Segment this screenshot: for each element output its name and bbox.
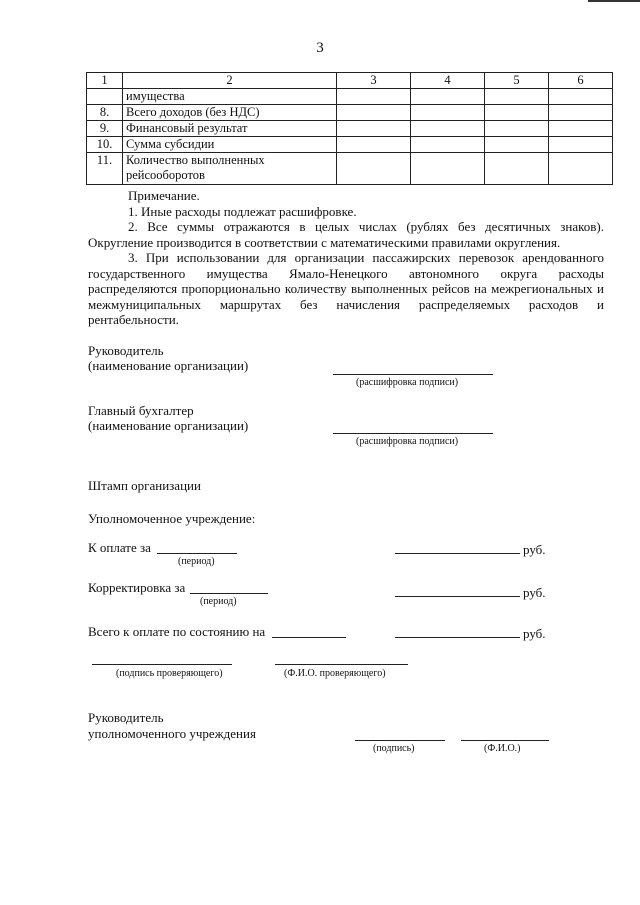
header-col-1: 1 [87, 73, 123, 89]
checker-signature-caption: (подпись проверяющего) [116, 668, 223, 679]
to-pay-period-caption: (период) [178, 556, 215, 567]
correction-currency: руб. [523, 585, 546, 600]
header-col-5: 5 [485, 73, 549, 89]
data-table [86, 72, 613, 185]
row-number: 9. [87, 121, 123, 137]
row-number: 10. [87, 137, 123, 153]
correction-period-caption: (период) [200, 596, 237, 607]
row-number: 8. [87, 105, 123, 121]
chief-accountant-label: Главный бухгалтер [88, 403, 194, 418]
org-name-label-2: (наименование организации) [88, 418, 249, 433]
row-label: Всего доходов (без НДС) [123, 105, 337, 121]
org-name-label: (наименование организации) [88, 358, 249, 373]
director-signature-line [333, 374, 493, 375]
stamp-label: Штамп организации [88, 478, 201, 493]
total-amount-line [395, 637, 520, 638]
header-col-4: 4 [411, 73, 485, 89]
row-label: Сумма субсидии [123, 137, 337, 153]
table-row [87, 105, 613, 121]
head-name-line [461, 740, 549, 741]
correction-amount-line [395, 596, 520, 597]
accountant-signature-line [333, 433, 493, 434]
table-row [87, 121, 613, 137]
checker-signature-line [92, 664, 232, 665]
director-signature-caption: (расшифровка подписи) [356, 377, 459, 388]
corner-rule [588, 0, 640, 2]
page-number: 3 [316, 40, 324, 56]
to-pay-label: К оплате за [88, 540, 151, 555]
to-pay-period-line [157, 553, 237, 554]
checker-name-line [275, 664, 408, 665]
correction-period-line [190, 593, 268, 594]
row-label-continuation: имущества [123, 89, 337, 105]
row-label [123, 153, 337, 185]
director-label: Руководитель [88, 343, 164, 358]
row-label-line: рейсооборотов [126, 168, 205, 182]
note-item-1: 1. Иные расходы подлежат расшифровке. [128, 203, 357, 219]
header-col-6: 6 [549, 73, 613, 89]
header-col-2: 2 [123, 73, 337, 89]
table-row [87, 89, 613, 105]
head-label-2: уполномоченного учреждения [88, 726, 256, 741]
head-signature-line [355, 740, 445, 741]
authorized-institution-label: Уполномоченное учреждение: [88, 511, 256, 526]
table-row [87, 137, 613, 153]
note-item-3: 3. При использовании для организации пассажирских перевозок арендованного государственного имущества Ямало-Ненецкого автономного округа расходы распределяются пропорционально количеству выполненных рейсов на межрегиональных и межмуниципальных маршрутах без начисления распределяемых расходов и рентабельности. [88, 250, 604, 327]
head-name-caption: (Ф.И.О.) [484, 743, 521, 754]
head-signature-caption: (подпись) [373, 743, 415, 754]
table-header-row [87, 73, 613, 89]
to-pay-amount-line [395, 553, 520, 554]
row-label: Финансовый результат [123, 121, 337, 137]
head-label-1: Руководитель [88, 710, 164, 725]
notes-block [88, 188, 604, 328]
row-number: 11. [87, 153, 123, 185]
header-col-3: 3 [337, 73, 411, 89]
notes-title: Примечание. [128, 188, 200, 203]
accountant-signature-caption: (расшифровка подписи) [356, 436, 459, 447]
checker-name-caption: (Ф.И.О. проверяющего) [284, 668, 386, 679]
total-label: Всего к оплате по состоянию на [88, 624, 266, 639]
total-currency: руб. [523, 626, 546, 641]
correction-label: Корректировка за [88, 580, 186, 595]
table-row [87, 153, 613, 185]
total-date-line [272, 637, 346, 638]
to-pay-currency: руб. [523, 542, 546, 557]
row-label-line: Количество выполненных [126, 153, 265, 167]
note-item-2: 2. Все суммы отражаются в целых числах (рублях без десятичных знаков). Округление производится в соответствии с математическими правилами округления. [88, 219, 604, 250]
